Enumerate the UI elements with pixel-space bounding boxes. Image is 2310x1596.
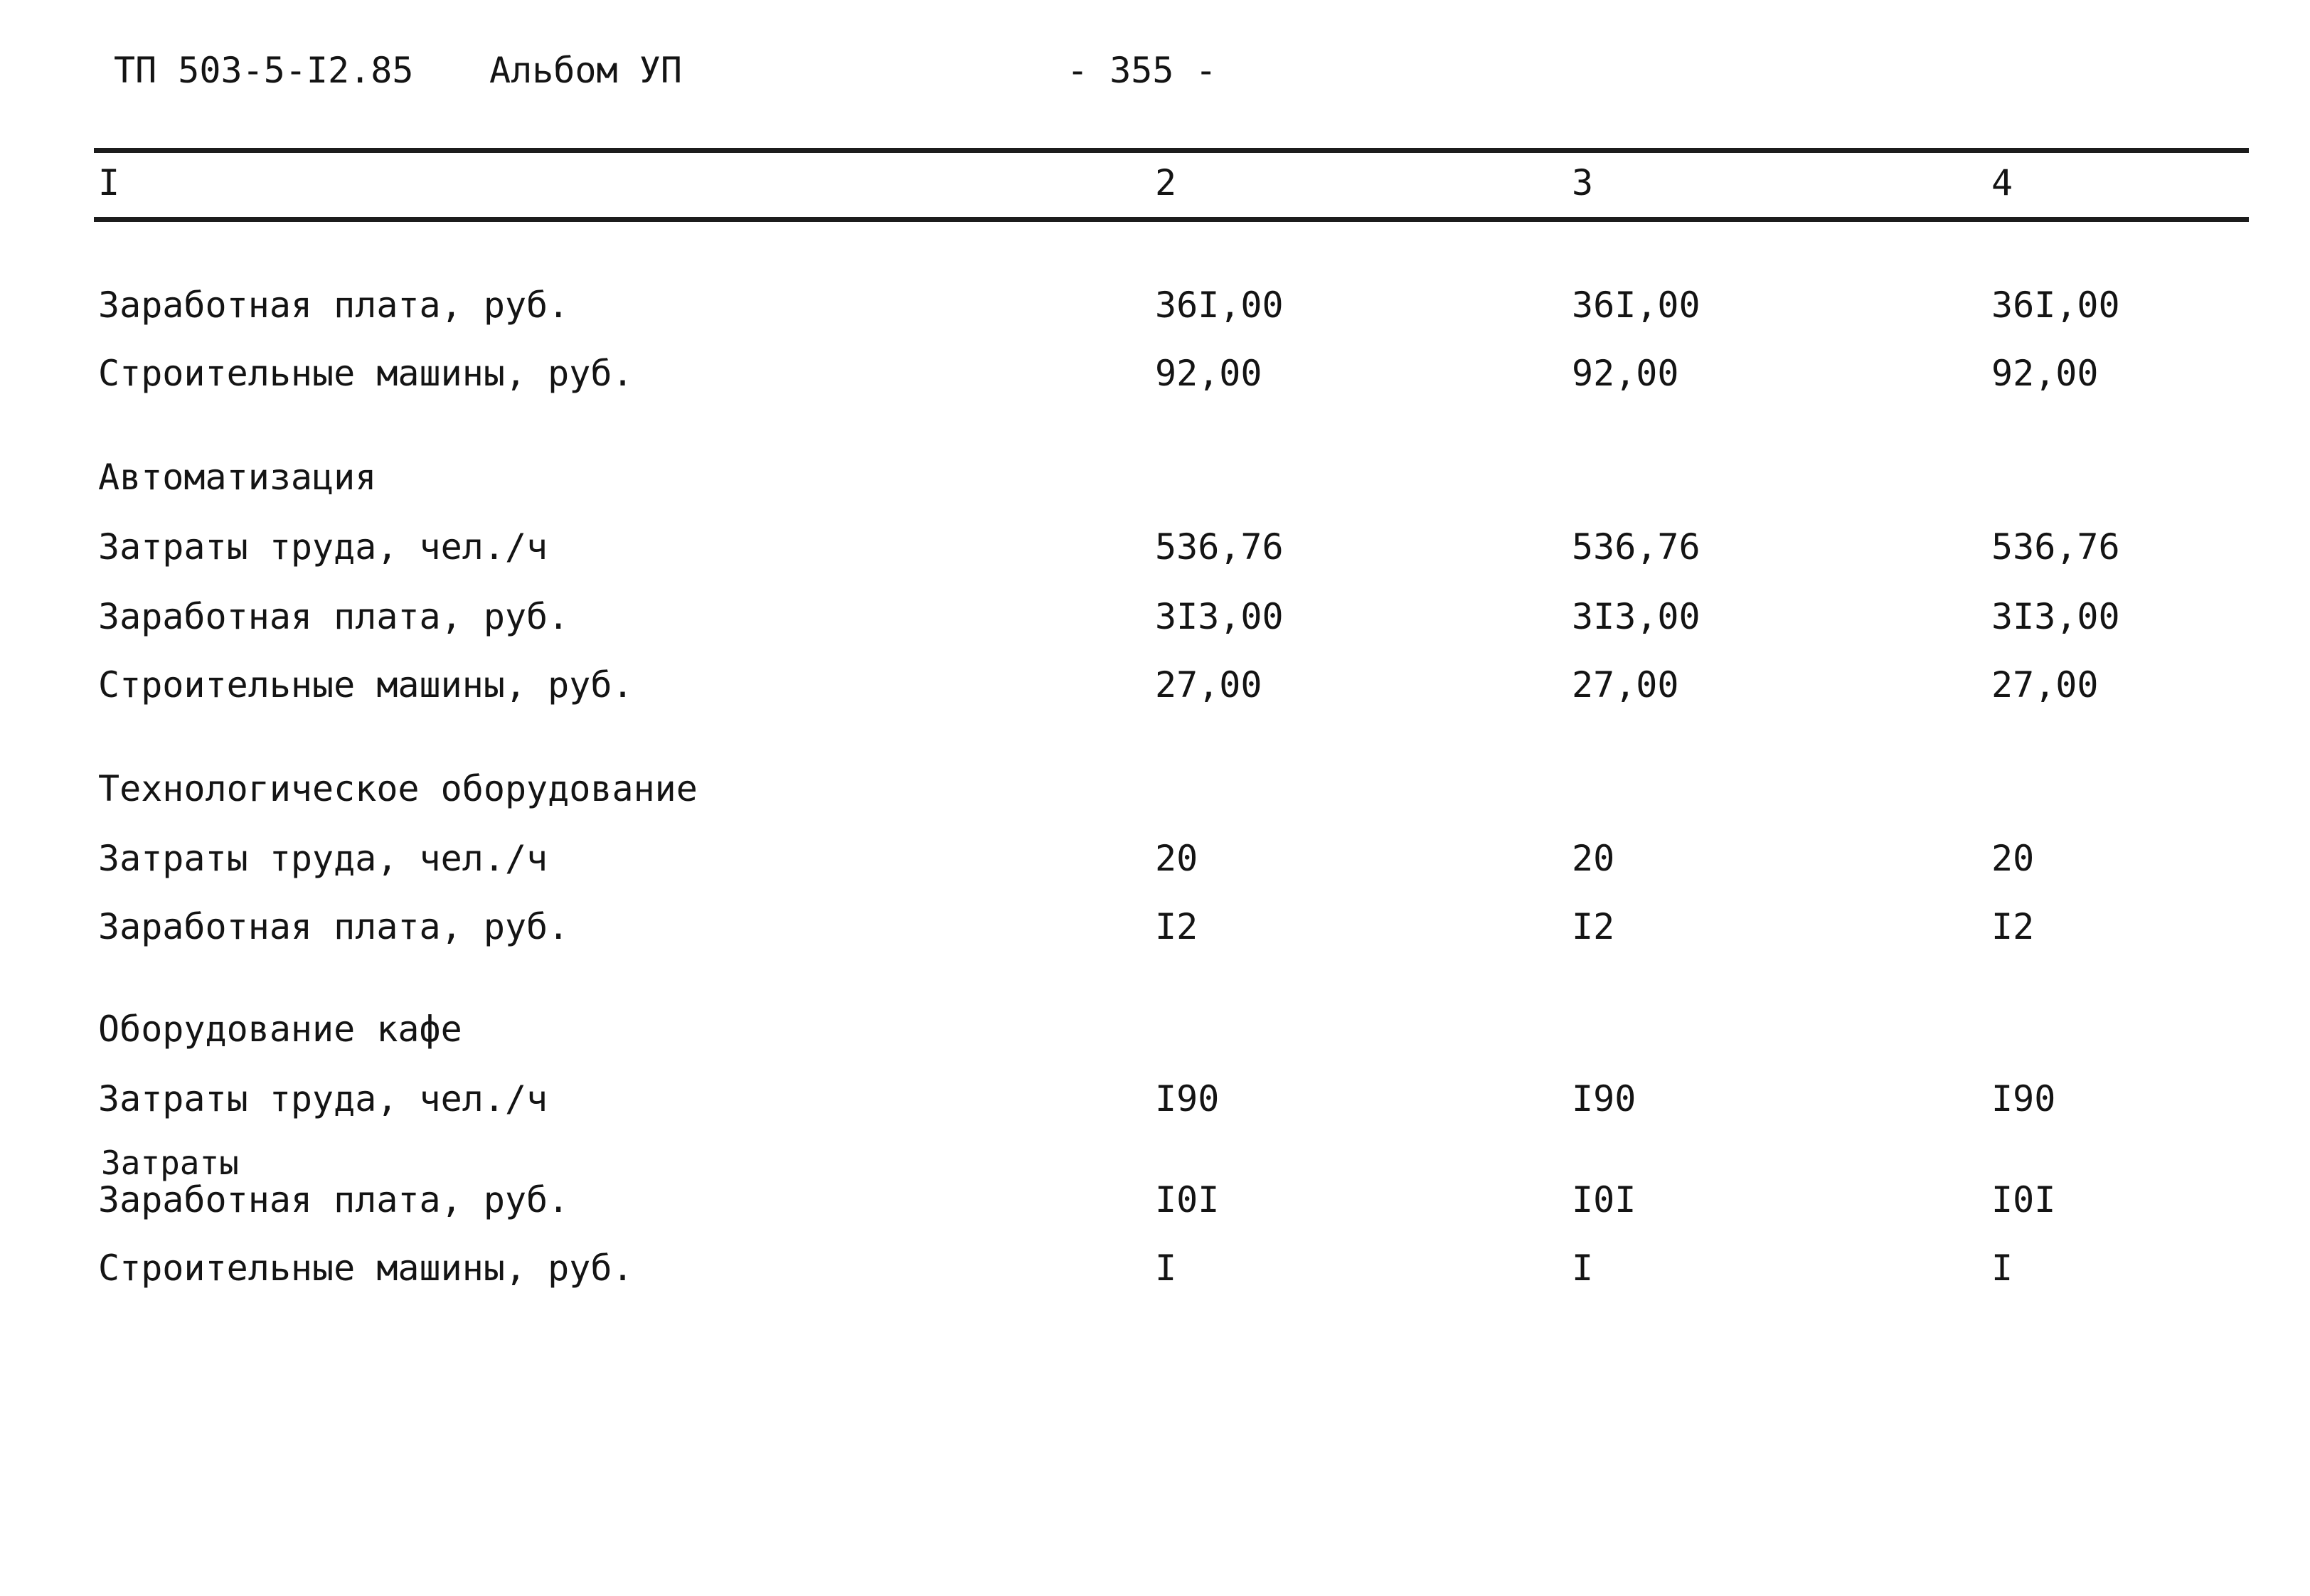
cell-col-4: 3I3,00	[1991, 596, 2120, 637]
table-row	[0, 284, 2310, 334]
cell-col-2: I2	[1155, 906, 1198, 947]
cell-col-4: 20	[1991, 838, 2035, 879]
cell-col-4: I0I	[1991, 1179, 2056, 1220]
cell-col-4: 36I,00	[1991, 284, 2120, 326]
cell-col-2: 27,00	[1155, 664, 1262, 706]
overlay-label: Затраты	[101, 1144, 239, 1182]
row-label: Заработная плата, руб.	[98, 1179, 570, 1220]
table-top-rule	[94, 148, 2249, 153]
cell-col-3: 536,76	[1572, 526, 1700, 568]
section-title-cafe-equipment: Оборудование кафе	[98, 1009, 462, 1050]
table-row	[0, 906, 2310, 956]
document-code: ТП 503-5-I2.85	[114, 50, 414, 91]
row-label: Строительные машины, руб.	[98, 1247, 634, 1289]
table-header-rule	[94, 217, 2249, 222]
row-label: Заработная плата, руб.	[98, 596, 570, 637]
cell-col-3: I	[1572, 1247, 1594, 1289]
cell-col-2: 3I3,00	[1155, 596, 1284, 637]
row-label: Затраты труда, чел./ч	[98, 526, 548, 568]
table-row	[0, 526, 2310, 576]
cell-col-4: 27,00	[1991, 664, 2099, 706]
row-label: Затраты труда, чел./ч	[98, 838, 548, 879]
cell-col-2: 36I,00	[1155, 284, 1284, 326]
page-number: - 355 -	[1067, 50, 1217, 91]
cell-col-4: I2	[1991, 906, 2035, 947]
cell-col-2: 92,00	[1155, 353, 1262, 394]
cell-col-3: 3I3,00	[1572, 596, 1700, 637]
table-row	[0, 353, 2310, 403]
row-label: Затраты труда, чел./ч	[98, 1078, 548, 1119]
cell-col-4: I90	[1991, 1078, 2056, 1119]
row-label: Заработная плата, руб.	[98, 284, 570, 326]
cell-col-3: 92,00	[1572, 353, 1679, 394]
cell-col-4: 536,76	[1991, 526, 2120, 568]
cell-col-4: 92,00	[1991, 353, 2099, 394]
cell-col-3: 20	[1572, 838, 1615, 879]
cell-col-3: I90	[1572, 1078, 1636, 1119]
column-header-3: 3	[1572, 162, 1594, 203]
cell-col-3: 27,00	[1572, 664, 1679, 706]
cell-col-4: I	[1991, 1247, 2013, 1289]
table-row	[0, 664, 2310, 714]
cell-col-2: I90	[1155, 1078, 1220, 1119]
row-label: Строительные машины, руб.	[98, 664, 634, 706]
cell-col-2: 536,76	[1155, 526, 1284, 568]
album-title: Альбом УП	[489, 50, 682, 91]
table-row	[0, 1078, 2310, 1128]
table-row	[0, 596, 2310, 646]
section-title-automation: Автоматизация	[98, 457, 377, 498]
page-header	[114, 50, 1252, 100]
table-row	[0, 1179, 2310, 1229]
column-header-2: 2	[1155, 162, 1177, 203]
cell-col-2: 20	[1155, 838, 1198, 879]
cell-col-3: 36I,00	[1572, 284, 1700, 326]
cell-col-3: I0I	[1572, 1179, 1636, 1220]
cell-col-2: I0I	[1155, 1179, 1220, 1220]
table-row	[0, 838, 2310, 888]
section-title-tech-equipment: Технологическое оборудование	[98, 768, 698, 809]
cell-col-3: I2	[1572, 906, 1615, 947]
row-label: Заработная плата, руб.	[98, 906, 570, 947]
cell-col-2: I	[1155, 1247, 1177, 1289]
column-header-1: I	[98, 162, 120, 203]
table-row	[0, 1247, 2310, 1297]
column-header-4: 4	[1991, 162, 2013, 203]
row-label: Строительные машины, руб.	[98, 353, 634, 394]
